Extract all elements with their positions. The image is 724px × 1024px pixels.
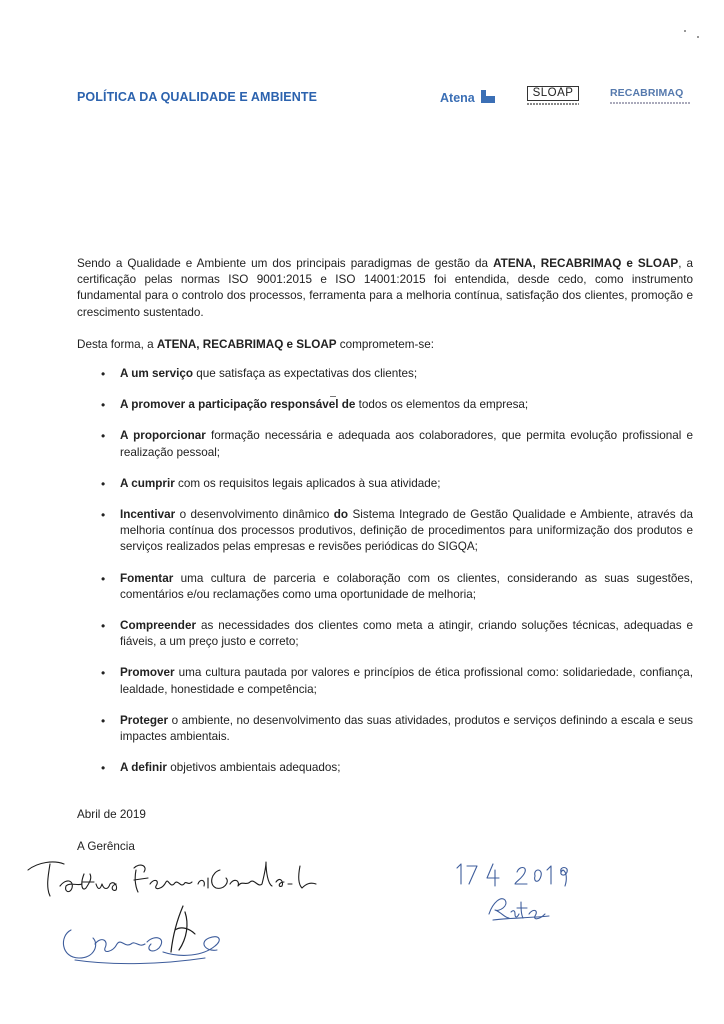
sloap-logo-text: SLOAP xyxy=(527,86,579,101)
commitment-item xyxy=(77,476,693,492)
text-run: , a certificação pelas normas ISO 9001:2015 e ISO 14001:2015 foi entendida, desde cedo, como instrumento fundamental para o controlo dos processos, ferramenta para a melhoria contínua, satisfação dos clientes, promoção e crescimento sustentado. xyxy=(77,257,693,319)
text-run: todos os elementos da empresa; xyxy=(355,398,529,412)
text-run: Desta forma, a xyxy=(77,338,157,351)
commitment-item xyxy=(77,571,693,603)
atena-logo-text: Atena xyxy=(440,91,475,105)
text-run: o desenvolvimento dinâmico xyxy=(175,508,334,522)
text-run: formação necessária e adequada aos colaboradores, que permita evolução profissional e realização pessoal; xyxy=(120,429,693,459)
scan-speck xyxy=(330,396,336,397)
sloap-logo-tagline xyxy=(527,103,579,105)
document-title: POLÍTICA DA QUALIDADE E AMBIENTE xyxy=(77,90,318,104)
bold-text-run: Promover xyxy=(120,666,175,680)
text-run: objetivos ambientais adequados; xyxy=(166,761,341,775)
intro-paragraph xyxy=(77,256,693,321)
handwritten-signature-mark xyxy=(55,900,245,980)
recabrimaq-logo xyxy=(610,87,690,104)
commitment-item xyxy=(77,713,693,745)
document-date: Abril de 2019 xyxy=(77,808,146,821)
bold-text-run: A proporcionar xyxy=(120,429,206,443)
bold-text-run: A cumprir xyxy=(120,476,175,490)
sloap-logo xyxy=(527,86,579,106)
commitment-item xyxy=(77,507,693,556)
bold-text-run: Compreender xyxy=(120,619,196,633)
text-run: Sendo a Qualidade e Ambiente um dos principais paradigmas de gestão da xyxy=(77,257,494,270)
bold-text-run: do xyxy=(333,508,349,522)
text-run: as necessidades dos clientes como meta a atingir, criando soluções técnicas, adequadas e fiáveis, a um preço justo e correto; xyxy=(120,619,693,649)
commitment-item xyxy=(77,366,693,382)
handwritten-initials xyxy=(483,890,563,924)
text-run: que satisfaça as expectativas dos clientes; xyxy=(192,367,418,380)
commitment-item xyxy=(77,397,693,413)
bold-text-run: ATENA, RECABRIMAQ e SLOAP xyxy=(156,338,337,351)
commitment-item xyxy=(77,618,693,650)
text-run: comprometem-se: xyxy=(336,338,434,351)
atena-logo xyxy=(440,90,495,106)
commitments-list xyxy=(77,366,693,791)
bold-text-run: ATENA, RECABRIMAQ e SLOAP xyxy=(493,257,679,270)
text-run: o ambiente, no desenvolvimento das suas atividades, produtos e serviços definindo a escala e seus impactes ambientais. xyxy=(120,713,693,744)
text-run: uma cultura pautada por valores e princípios de ética profissional como: solidariedade, confiança, lealdade, honestidade e competência; xyxy=(120,666,693,696)
commitment-intro xyxy=(77,337,693,353)
text-run: uma cultura de parceria e colaboração com os clientes, considerando as suas sugestões, comentários e/ou reclamações como uma oportunidade de melhoria; xyxy=(120,571,693,601)
text-run: com os requisitos legais aplicados à sua atividade; xyxy=(174,476,441,490)
signatory-label: A Gerência xyxy=(77,840,135,853)
atena-mark-icon xyxy=(481,90,495,106)
text-run: Sistema Integrado de Gestão Qualidade e Ambiente, através da melhoria contínua dos processos produtivos, definição de procedimentos para uniformização dos produtos e serviços realizados pelas empresas e revisões periódicas do SIGQA; xyxy=(120,508,693,554)
commitment-item xyxy=(77,760,693,776)
bold-text-run: Proteger xyxy=(120,713,169,727)
handwritten-date xyxy=(453,858,593,892)
bold-text-run: A definir xyxy=(120,761,167,775)
scan-speck xyxy=(697,36,699,38)
scan-speck xyxy=(684,30,686,32)
commitment-item xyxy=(77,428,693,460)
bold-text-run: Incentivar xyxy=(120,508,176,522)
bold-text-run: A um serviço xyxy=(120,367,193,380)
recabrimaq-logo-text: RECABRIMAQ xyxy=(610,87,684,99)
bold-text-run: A promover a participação responsável de xyxy=(120,398,356,412)
recabrimaq-logo-tagline xyxy=(610,102,690,104)
commitment-item xyxy=(77,665,693,697)
bold-text-run: Fomentar xyxy=(120,571,174,585)
